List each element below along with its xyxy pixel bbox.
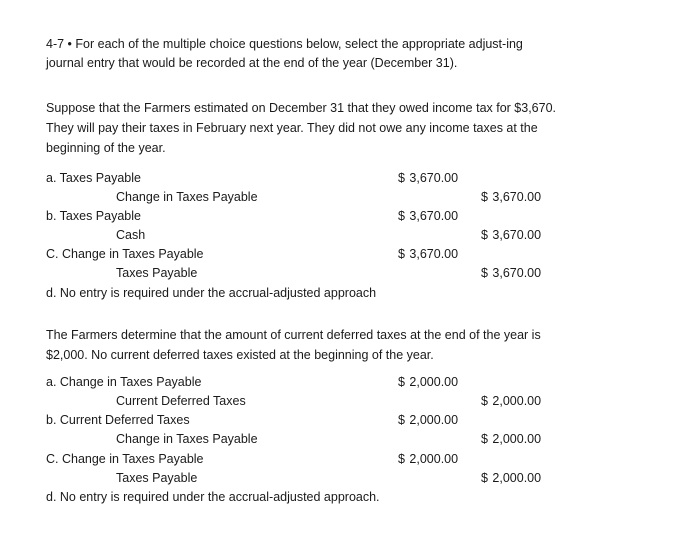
q2-option-c-credit: Taxes Payable: [116, 471, 198, 485]
q1-prompt-line-3: beginning of the year.: [46, 141, 166, 155]
q1-option-b-credit: Cash: [116, 228, 146, 242]
q2-option-a-debit: a. Change in Taxes Payable: [46, 375, 202, 389]
q1-prompt-line-2: They will pay their taxes in February next year. They did not owe any income taxes at the: [46, 121, 538, 135]
q1-option-a-debit: a. Taxes Payable: [46, 171, 141, 185]
q1-option-b-debit-amount: $ 3,670.00: [398, 209, 459, 223]
q1-option-d: d. No entry is required under the accrual-adjusted approach: [46, 286, 377, 300]
q2-option-d: d. No entry is required under the accrual-adjusted approach.: [46, 490, 380, 504]
q2-option-b-credit-amount: $ 2,000.00: [481, 432, 542, 446]
q1-option-c-debit-amount: $ 3,670.00: [398, 247, 459, 261]
q1-option-a-credit: Change in Taxes Payable: [116, 190, 258, 204]
q1-option-b-debit: b. Taxes Payable: [46, 209, 141, 223]
q1-prompt-line-1: Suppose that the Farmers estimated on December 31 that they owed income tax for $3,670.: [46, 101, 557, 115]
q1-option-c-credit: Taxes Payable: [116, 266, 198, 280]
q2-option-a-credit: Current Deferred Taxes: [116, 394, 246, 408]
q1-option-a-credit-amount: $ 3,670.00: [481, 190, 542, 204]
header-line-2: journal entry that would be recorded at the end of the year (December 31).: [46, 56, 458, 70]
q2-option-a-debit-amount: $ 2,000.00: [398, 375, 459, 389]
q2-option-b-debit-amount: $ 2,000.00: [398, 413, 459, 427]
q2-option-c-credit-amount: $ 2,000.00: [481, 471, 542, 485]
q1-option-b-credit-amount: $ 3,670.00: [481, 228, 542, 242]
q2-option-b-credit: Change in Taxes Payable: [116, 432, 258, 446]
q1-option-c-debit: C. Change in Taxes Payable: [46, 247, 204, 261]
q2-prompt-line-2: $2,000. No current deferred taxes existed at the beginning of the year.: [46, 348, 434, 362]
header-line-1: 4-7 • For each of the multiple choice questions below, select the appropriate adjust-ing: [46, 37, 523, 51]
q2-option-b-debit: b. Current Deferred Taxes: [46, 413, 190, 427]
q2-option-c-debit-amount: $ 2,000.00: [398, 452, 459, 466]
q1-option-c-credit-amount: $ 3,670.00: [481, 266, 542, 280]
q2-option-c-debit: C. Change in Taxes Payable: [46, 452, 204, 466]
q2-option-a-credit-amount: $ 2,000.00: [481, 394, 542, 408]
q1-option-a-debit-amount: $ 3,670.00: [398, 171, 459, 185]
q2-prompt-line-1: The Farmers determine that the amount of current deferred taxes at the end of the year is: [46, 328, 541, 342]
